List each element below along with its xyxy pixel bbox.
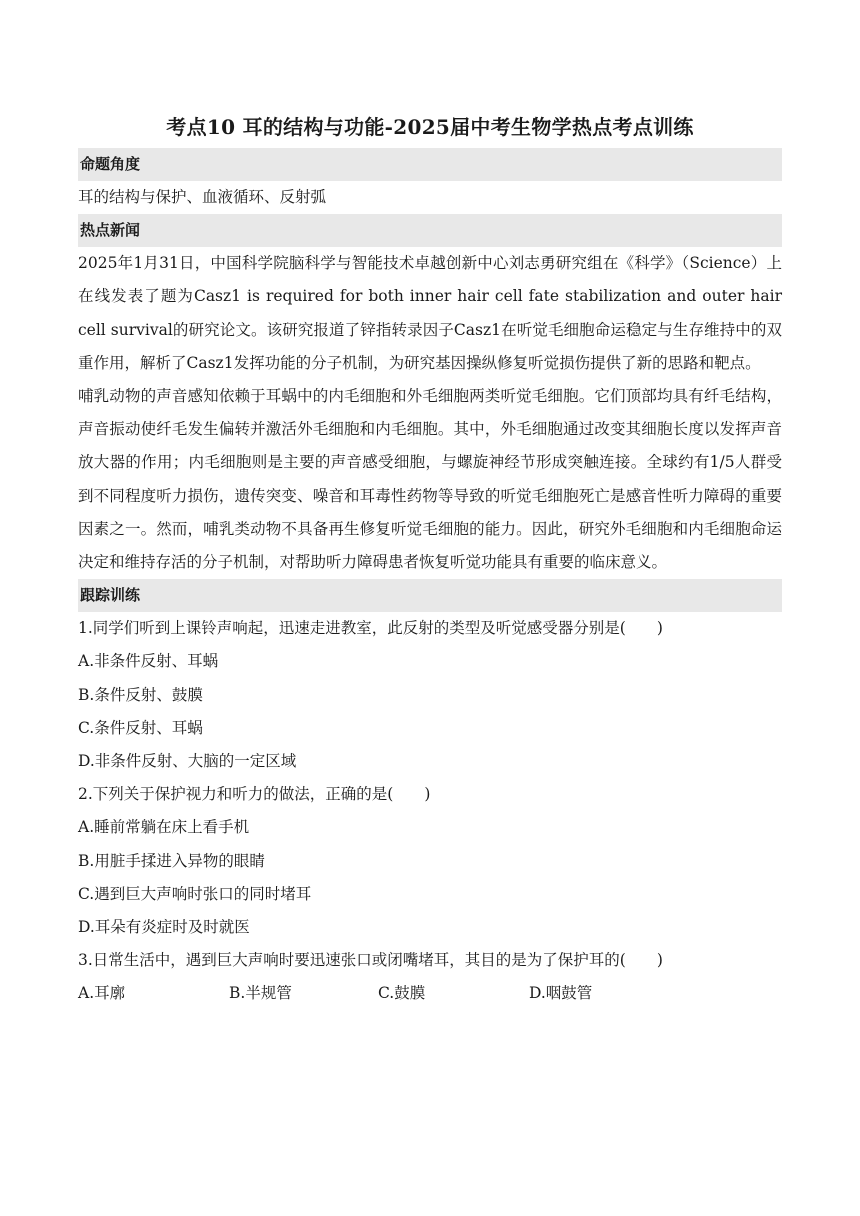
option-d: D.非条件反射、大脑的一定区域 [78, 752, 297, 771]
question-2 [78, 778, 782, 944]
option-b: B.半规管 [229, 984, 292, 1003]
section-heading-news: 热点新闻 [78, 214, 782, 247]
section-heading-angle: 命题角度 [78, 148, 782, 181]
option-b: B.用脏手揉进入异物的眼睛 [78, 851, 265, 870]
option-a: A.耳廓 [78, 984, 126, 1003]
option-d: D.耳朵有炎症时及时就医 [78, 918, 250, 937]
option-d: D.咽鼓管 [529, 984, 593, 1003]
document-page [78, 112, 782, 1010]
option-c: C.条件反射、耳蜗 [78, 718, 203, 737]
news-paragraph-2: 哺乳动物的声音感知依赖于耳蜗中的内毛细胞和外毛细胞两类听觉毛细胞。它们顶部均具有纤毛结构，声音振动使纤毛发生偏转并激活外毛细胞和内毛细胞。其中，外毛细胞通过改变其细胞长度以发挥声音放大器的作用；内毛细胞则是主要的声音感受细胞，与螺旋神经节形成突触连接。全球约有1/5人群受到不同程度听力损伤，遗传突变、噪音和耳毒性药物等导致的听觉毛细胞死亡是感音性听力障碍的重要因素之一。然而，哺乳类动物不具备再生修复听觉毛细胞的能力。因此，研究外毛细胞和内毛细胞命运决定和维持存活的分子机制，对帮助听力障碍患者恢复听觉功能具有重要的临床意义。 [78, 387, 782, 572]
option-c: C.鼓膜 [378, 984, 426, 1003]
question-3 [78, 944, 782, 1010]
question-stem: 3.日常生活中，遇到巨大声响时要迅速张口或闭嘴堵耳，其目的是为了保护耳的( ) [78, 951, 663, 970]
document-title: 考点10 耳的结构与功能-2025届中考生物学热点考点训练 [166, 115, 694, 139]
question-stem: 1.同学们听到上课铃声响起，迅速走进教室，此反射的类型及听觉感受器分别是( ) [78, 619, 663, 638]
option-b: B.条件反射、鼓膜 [78, 685, 203, 704]
option-a: A.非条件反射、耳蜗 [78, 652, 219, 671]
option-c: C.遇到巨大声响时张口的同时堵耳 [78, 884, 312, 903]
question-stem: 2.下列关于保护视力和听力的做法，正确的是( ) [78, 785, 431, 804]
options-row [78, 977, 782, 1010]
angle-content: 耳的结构与保护、血液循环、反射弧 [78, 188, 327, 206]
news-paragraph-1: 2025年1月31日，中国科学院脑科学与智能技术卓越创新中心刘志勇研究组在《科学》（Science）上在线发表了题为Casz1 is required for both inner hair cell fate stabilization and outer hair cell survival的研究论文。该研究报道了锌指转录因子Casz1在听觉毛细胞命运稳定与生存维持中的双重作用，解析了Casz1发挥功能的分子机制，为研究基因操纵修复听觉损伤提供了新的思路和靶点。 [78, 254, 782, 372]
option-a: A.睡前常躺在床上看手机 [78, 818, 250, 837]
question-1 [78, 612, 782, 778]
section-heading-training: 跟踪训练 [78, 579, 782, 612]
